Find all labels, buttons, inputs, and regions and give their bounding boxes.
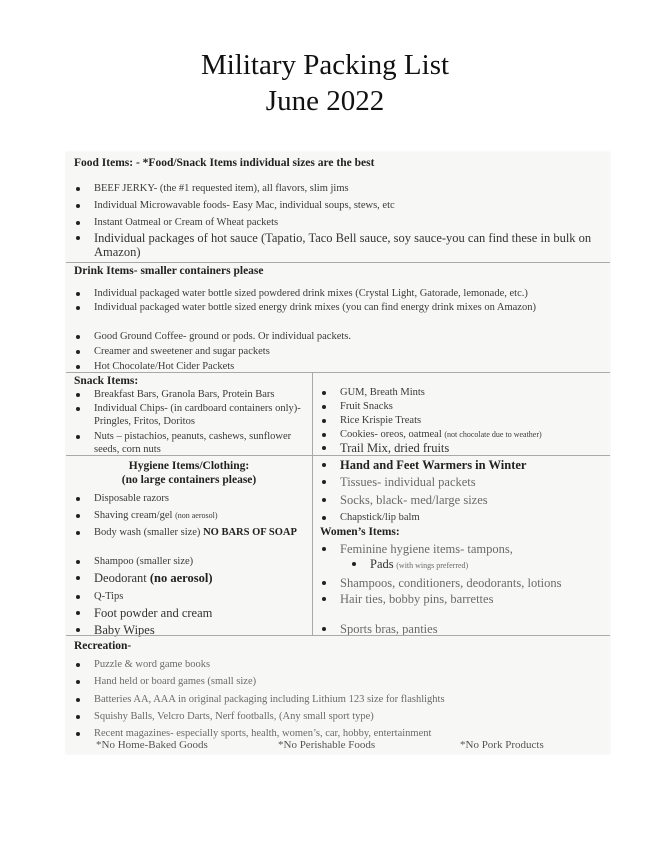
list-item: Individual packaged water bottle sized powdered drink mixes (Crystal Light, Gatorade, lemonade, etc.) [94,287,602,300]
recreation-section [66,635,610,755]
list-item: Instant Oatmeal or Cream of Wheat packets [94,216,602,229]
list-item: Individual Microwavable foods- Easy Mac, individual soups, stews, etc [94,199,602,212]
list-item: Batteries AA, AAA in original packaging including Lithium 123 size for flashlights [94,693,602,706]
item-text: Deodorant [94,571,147,585]
item-note: NO BARS OF SOAP [203,527,297,538]
list-item: Shampoos, conditioners, deodorants, lotions [340,576,602,590]
list-item: Q-Tips [94,590,304,603]
item-note: (with wings preferred) [396,561,469,570]
list-item: Hand and Feet Warmers in Winter [340,458,602,472]
item-text: Pads [370,557,394,571]
item-text: Body wash (smaller size) [94,527,201,538]
drink-section [66,262,610,373]
list-item: Socks, black- med/large sizes [340,493,602,507]
item-note: (not chocolate due to weather) [444,430,542,439]
list-item: Hair ties, bobby pins, barrettes [340,592,602,606]
hygiene-right-column [312,456,610,636]
list-item: BEEF JERKY- (the #1 requested item), all flavors, slim jims [94,182,602,195]
food-section [66,152,610,262]
page-title: Military Packing List [200,49,450,81]
list-item: Hand held or board games (small size) [94,675,602,688]
footer-note: *No Perishable Foods [278,739,376,751]
snack-heading: Snack Items: [74,375,139,387]
list-item: Creamer and sweetener and sugar packets [94,345,602,358]
list-item: Recent magazines- especially sports, health, women’s, car, hobby, entertainment [94,727,602,740]
list-item: Puzzle & word game books [94,658,602,671]
pads-line [370,557,602,572]
list-item: Squishy Balls, Velcro Darts, Nerf footballs, (Any small sport type) [94,710,602,723]
list-item: Individual packages of hot sauce (Tapatio, Taco Bell sauce, soy sauce-you can find these in bulk on Amazon) [94,231,602,259]
list-item: Foot powder and cream [94,606,304,620]
hygiene-subheading: (no large containers please) [121,474,257,486]
list-item: Chapstick/lip balm [340,511,602,524]
list-item [94,509,304,522]
list-item: Fruit Snacks [340,400,602,413]
item-note: (no aerosol) [149,571,213,585]
list-item: Shampoo (smaller size) [94,555,304,568]
food-heading: Food Items: - *Food/Snack Items individual sizes are the best [74,157,375,169]
list-item: GUM, Breath Mints [340,386,602,399]
footer-note: *No Home-Baked Goods [96,739,208,751]
list-item: Breakfast Bars, Granola Bars, Protein Bars [94,388,304,401]
list-item [340,428,602,441]
snack-left-column [66,373,312,456]
hygiene-left-column [66,456,312,636]
list-item: Baby Wipes [94,623,304,637]
list-item: Good Ground Coffee- ground or pods. Or individual packets. [94,330,602,343]
list-item: Individual Chips- (in cardboard containers only)- Pringles, Fritos, Doritos [94,402,304,428]
recreation-heading: Recreation- [74,640,132,652]
hygiene-heading: Hygiene Items/Clothing: [128,460,250,472]
list-item: Nuts – pistachios, peanuts, cashews, sunflower seeds, corn nuts [94,430,304,456]
snack-section [66,372,610,456]
footer-notes [66,739,610,752]
footer-note: *No Pork Products [460,739,544,751]
snack-right-column [312,373,610,456]
list-item: Trail Mix, dried fruits [340,441,602,455]
item-text: Cookies- oreos, oatmeal [340,429,442,440]
list-item [94,526,304,539]
hygiene-section [66,455,610,636]
page-subtitle: June 2022 [265,85,385,117]
womens-heading: Women’s Items: [320,526,400,538]
item-text: Shaving cream/gel [94,510,173,521]
list-item: Disposable razors [94,492,304,505]
list-item: Individual packaged water bottle sized energy drink mixes (you can find energy drink mixes on Amazon) [94,301,602,314]
list-item: Hot Chocolate/Hot Cider Packets [94,360,602,373]
list-item: Rice Krispie Treats [340,414,602,427]
drink-heading: Drink Items- smaller containers please [74,265,264,277]
list-item: Tissues- individual packets [340,475,602,489]
list-item [94,571,304,585]
packing-list-scan [66,152,610,754]
list-item: Sports bras, panties [340,622,602,636]
item-note: (non aerosol) [175,511,218,520]
list-item: Feminine hygiene items- tampons, [340,542,602,556]
